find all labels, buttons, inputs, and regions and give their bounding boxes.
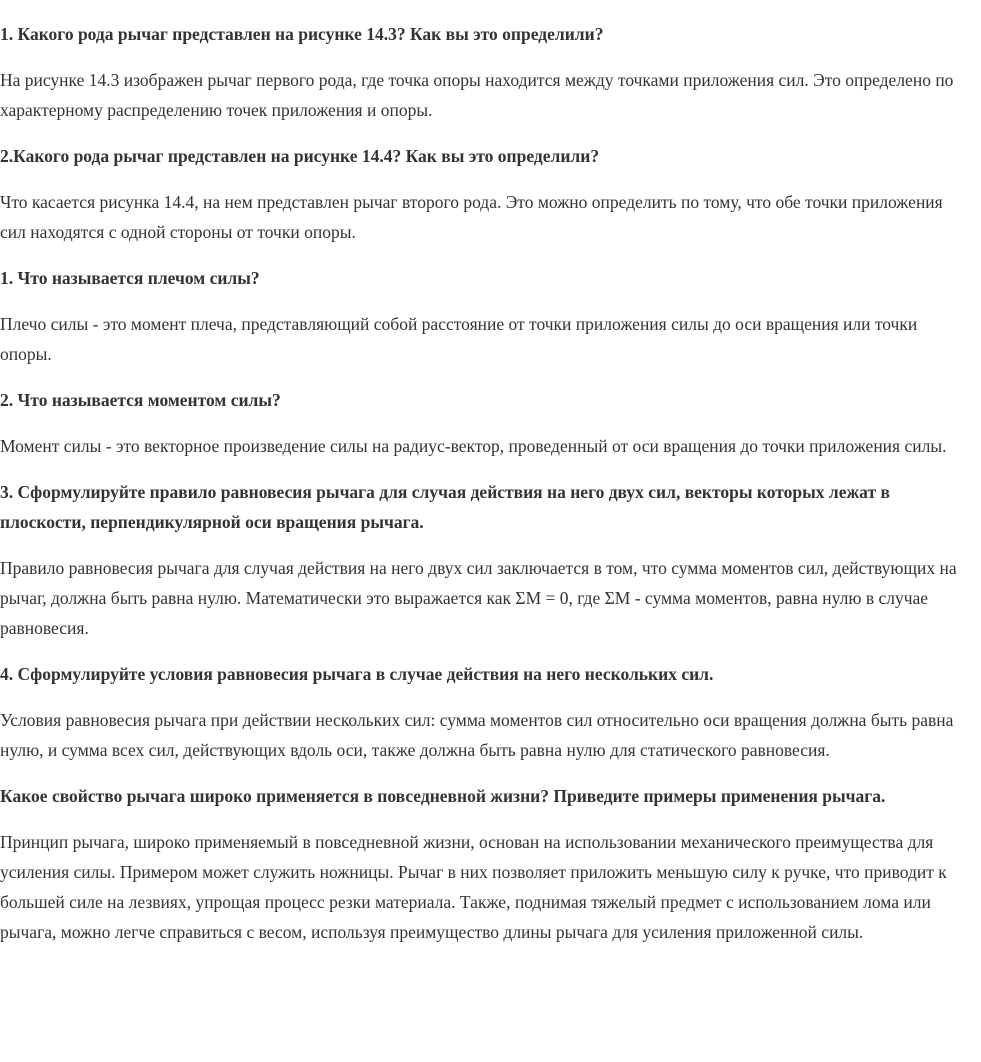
answer-paragraph: Что касается рисунка 14.4, на нем представлен рычаг второго рода. Это можно определить по тому, что обе точки приложения сил находятся с одной стороны от точки опоры. [0, 192, 943, 242]
answer-paragraph: Принцип рычага, широко применяемый в повседневной жизни, основан на использовании механического преимущества для усиления силы. Примером может служить ножницы. Рычаг в них позволяет приложить меньшую силу к ручке, что приводит к большей силе на лезвиях, упрощая процесс резки материала. Также, поднимая тяжелый предмет с использованием лома или рычага, можно легче справиться с весом, используя преимущество длины рычага для усиления приложенной силы. [0, 832, 947, 942]
question-heading: 3. Сформулируйте правило равновесия рычага для случая действия на него двух сил, векторы которых лежат в плоскости, перпендикулярной оси вращения рычага. [0, 482, 890, 532]
answer-paragraph: На рисунке 14.3 изображен рычаг первого рода, где точка опоры находится между точками приложения сил. Это определено по характерному распределению точек приложения и опоры. [0, 70, 954, 120]
question-heading: 1. Какого рода рычаг представлен на рисунке 14.3? Как вы это определили? [0, 24, 604, 44]
question-heading: Какое свойство рычага широко применяется в повседневной жизни? Приведите примеры применения рычага. [0, 786, 886, 806]
question-heading: 4. Сформулируйте условия равновесия рычага в случае действия на него нескольких сил. [0, 664, 714, 684]
question-heading: 1. Что называется плечом силы? [0, 268, 260, 288]
question-heading: 2. Что называется моментом силы? [0, 390, 281, 410]
answer-paragraph: Плечо силы - это момент плеча, представляющий собой расстояние от точки приложения силы до оси вращения или точки опоры. [0, 314, 918, 364]
question-heading: 2.Какого рода рычаг представлен на рисунке 14.4? Как вы это определили? [0, 146, 600, 166]
answer-paragraph: Правило равновесия рычага для случая действия на него двух сил заключается в том, что сумма моментов сил, действующих на рычаг, должна быть равна нулю. Математически это выражается как ΣM = 0, где ΣM - сумма моментов, равна нулю в случае равновесия. [0, 558, 957, 638]
answer-paragraph: Условия равновесия рычага при действии нескольких сил: сумма моментов сил относительно оси вращения должна быть равна нулю, и сумма всех сил, действующих вдоль оси, также должна быть равна нулю для статического равновесия. [0, 710, 954, 760]
answer-paragraph: Момент силы - это векторное произведение силы на радиус-вектор, проведенный от оси вращения до точки приложения силы. [0, 436, 947, 456]
